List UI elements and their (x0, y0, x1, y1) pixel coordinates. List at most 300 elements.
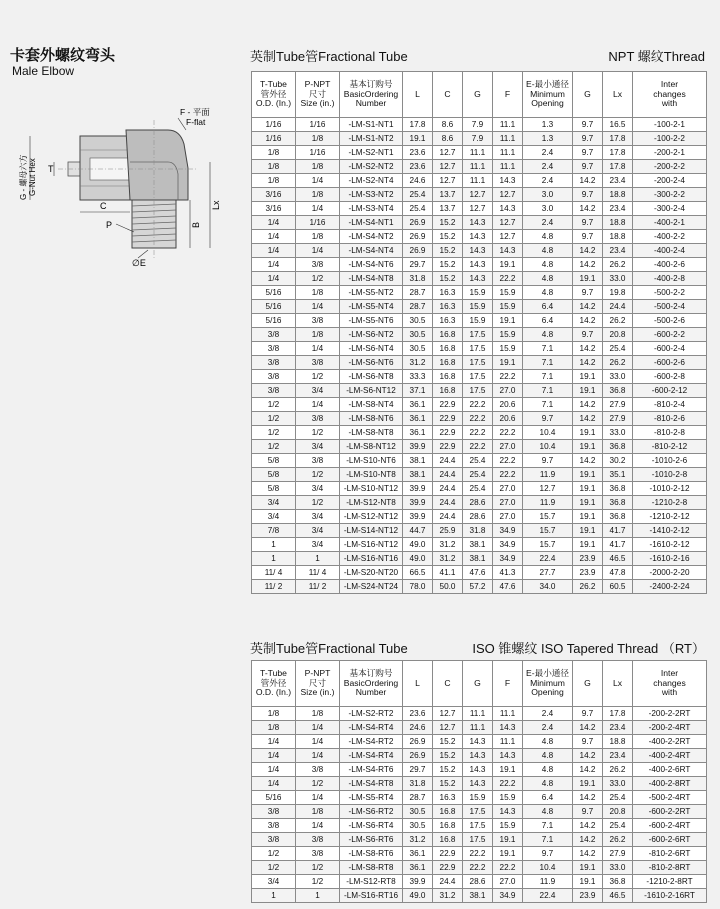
table-cell: 15.7 (523, 524, 573, 538)
table-row (252, 370, 707, 384)
table-cell: 25.4 (603, 791, 633, 805)
table-cell: 25.4 (403, 202, 433, 216)
table-cell: 1/16 (296, 146, 340, 160)
table-cell: 57.2 (463, 580, 493, 594)
label-g-en: G-Nut Hex (28, 158, 37, 196)
table-cell: 19.1 (573, 496, 603, 510)
table-cell: 1/16 (252, 118, 296, 132)
table-row (252, 819, 707, 833)
table-row (252, 174, 707, 188)
column-header (252, 72, 296, 118)
table-cell: 18.8 (603, 735, 633, 749)
table-cell: 17.8 (603, 707, 633, 721)
table-cell: 25.4 (463, 468, 493, 482)
table-cell: -LM-S6-RT6 (340, 833, 403, 847)
table-cell: 27.9 (603, 847, 633, 861)
label-lx: Lx (211, 200, 221, 210)
table-cell: 33.0 (603, 272, 633, 286)
table-row (252, 132, 707, 146)
table-cell: 60.5 (603, 580, 633, 594)
table-cell: 16.8 (433, 819, 463, 833)
table-row (252, 286, 707, 300)
table-cell: -600-2-4 (633, 342, 707, 356)
table-cell: 22.2 (493, 370, 523, 384)
table-cell: 1/8 (252, 707, 296, 721)
table-cell: 1/4 (296, 398, 340, 412)
table-cell: 4.8 (523, 735, 573, 749)
table-row (252, 440, 707, 454)
table-cell: 37.1 (403, 384, 433, 398)
table-cell: 5/8 (252, 468, 296, 482)
table-cell: 39.9 (403, 496, 433, 510)
column-header (296, 72, 340, 118)
table-cell: 5/16 (252, 314, 296, 328)
table-cell: 39.9 (403, 440, 433, 454)
table-cell: 19.1 (573, 524, 603, 538)
table-cell: -LM-S5-NT2 (340, 286, 403, 300)
table-cell: 2.4 (523, 216, 573, 230)
column-header-text: O.D. (In.) (255, 687, 292, 698)
table-cell: 23.4 (603, 174, 633, 188)
table-cell: 28.6 (463, 875, 493, 889)
table-cell: 14.3 (463, 216, 493, 230)
table-cell: 9.7 (523, 454, 573, 468)
table-cell: 15.2 (433, 763, 463, 777)
table-cell: 9.7 (573, 735, 603, 749)
table-cell: 26.9 (403, 735, 433, 749)
label-e: ∅E (132, 258, 146, 268)
table-row (252, 777, 707, 791)
table-cell: -LM-S4-RT6 (340, 763, 403, 777)
column-header-text: Opening (531, 687, 564, 698)
table-header-row (252, 72, 707, 118)
table-cell: 3/4 (296, 538, 340, 552)
table-cell: 3/8 (296, 454, 340, 468)
table-cell: 11.1 (463, 174, 493, 188)
table-cell: -1210-2-8 (633, 496, 707, 510)
table-cell: -400-2-4 (633, 244, 707, 258)
column-header-text: with (661, 687, 678, 698)
table-cell: -300-2-2 (633, 188, 707, 202)
table-cell: 19.1 (403, 132, 433, 146)
table-cell: 14.2 (573, 721, 603, 735)
table-cell: 24.6 (403, 721, 433, 735)
table-cell: 28.7 (403, 300, 433, 314)
table-cell: 31.8 (403, 777, 433, 791)
column-header-text: BasicOrdering (343, 677, 399, 688)
table-cell: 31.8 (403, 272, 433, 286)
table-cell: 14.3 (493, 202, 523, 216)
table-cell: -400-2-6 (633, 258, 707, 272)
table-cell: 22.9 (433, 426, 463, 440)
column-header (340, 661, 403, 707)
column-header (433, 72, 463, 118)
table-cell: 9.7 (573, 118, 603, 132)
table-cell: 38.1 (403, 468, 433, 482)
table-cell: 19.1 (573, 384, 603, 398)
column-header (463, 72, 493, 118)
table-cell: 3/8 (296, 833, 340, 847)
table-body (252, 707, 707, 903)
table-cell: 46.5 (603, 552, 633, 566)
table-cell: -400-2-4RT (633, 749, 707, 763)
label-f-cn: F - 平面 (180, 107, 210, 117)
table-cell: 24.4 (433, 454, 463, 468)
column-header-text: 基本订购号 (349, 668, 393, 679)
table-row (252, 763, 707, 777)
table-cell: 23.4 (603, 749, 633, 763)
table-cell: 10.4 (523, 440, 573, 454)
table-cell: 12.7 (523, 482, 573, 496)
table-cell: 16.8 (433, 833, 463, 847)
table-cell: 4.8 (523, 258, 573, 272)
table-cell: -1610-2-16RT (633, 889, 707, 903)
table-cell: 1/2 (252, 412, 296, 426)
table-cell: 27.0 (493, 510, 523, 524)
table-row (252, 791, 707, 805)
table-cell: 27.0 (493, 440, 523, 454)
table-cell: -600-2-6 (633, 356, 707, 370)
table-cell: 22.2 (463, 440, 493, 454)
table-cell: 31.2 (403, 833, 433, 847)
table-cell: 1/8 (296, 160, 340, 174)
table-row (252, 538, 707, 552)
column-header (523, 661, 573, 707)
table-cell: 1 (296, 552, 340, 566)
table-cell: 22.2 (493, 426, 523, 440)
column-header-text: Opening (531, 98, 564, 109)
table-cell: 2.4 (523, 174, 573, 188)
table-cell: 23.9 (573, 552, 603, 566)
table-cell: 9.7 (573, 188, 603, 202)
table-cell: -600-2-2RT (633, 805, 707, 819)
table-cell: 30.5 (403, 805, 433, 819)
table-cell: 39.9 (403, 875, 433, 889)
table-cell: 14.2 (573, 356, 603, 370)
table-cell: 1/2 (296, 468, 340, 482)
table-cell: 11.1 (463, 707, 493, 721)
table-cell: 6.4 (523, 314, 573, 328)
table-cell: 30.5 (403, 819, 433, 833)
table-cell: 20.6 (493, 398, 523, 412)
column-header (633, 72, 707, 118)
column-header-text: G (584, 677, 591, 688)
table-cell: -1010-2-8 (633, 468, 707, 482)
table-cell: -LM-S12-NT8 (340, 496, 403, 510)
table-cell: 16.8 (433, 356, 463, 370)
table-cell: 30.5 (403, 328, 433, 342)
table-row (252, 721, 707, 735)
table-row (252, 398, 707, 412)
table-cell: 14.2 (573, 763, 603, 777)
table-cell: 11.9 (523, 875, 573, 889)
table-cell: 11.1 (493, 132, 523, 146)
column-header-text: BasicOrdering (343, 88, 399, 99)
table-cell: 7.1 (523, 356, 573, 370)
table-cell: 14.2 (573, 398, 603, 412)
table-cell: 22.4 (523, 552, 573, 566)
label-p: P (106, 220, 113, 230)
table-row (252, 188, 707, 202)
table-cell: 14.2 (573, 244, 603, 258)
table-cell: -LM-S4-RT2 (340, 735, 403, 749)
table-cell: 1/2 (296, 496, 340, 510)
table-cell: 1/16 (296, 216, 340, 230)
column-header-text: Size (in.) (300, 687, 335, 698)
table-cell: 3/4 (296, 440, 340, 454)
table-cell: 14.2 (573, 833, 603, 847)
table-cell: 49.0 (403, 552, 433, 566)
table-cell: 3/8 (296, 412, 340, 426)
table-cell: 14.2 (573, 300, 603, 314)
table-cell: 31.2 (433, 889, 463, 903)
table-cell: 1/4 (252, 272, 296, 286)
column-header-text: C (444, 88, 451, 99)
column-header-text: 尺寸 (308, 88, 327, 99)
table-cell: -LM-S14-NT12 (340, 524, 403, 538)
column-header (603, 661, 633, 707)
table-row (252, 342, 707, 356)
table-cell: 11.1 (493, 707, 523, 721)
table-cell: 33.0 (603, 370, 633, 384)
table-cell: 1/8 (296, 707, 340, 721)
table-cell: -200-2-4 (633, 174, 707, 188)
table-cell: -LM-S12-RT8 (340, 875, 403, 889)
table-cell: 11.1 (493, 118, 523, 132)
table-cell: 23.6 (403, 160, 433, 174)
table-cell: 44.7 (403, 524, 433, 538)
table-cell: 14.3 (493, 721, 523, 735)
table-cell: 38.1 (463, 552, 493, 566)
table-row (252, 524, 707, 538)
table-cell: 19.1 (573, 538, 603, 552)
table-cell: 9.7 (573, 328, 603, 342)
table-cell: 3/8 (252, 819, 296, 833)
table-row (252, 426, 707, 440)
table-cell: 26.2 (603, 356, 633, 370)
table-row (252, 146, 707, 160)
table-cell: -LM-S4-NT1 (340, 216, 403, 230)
table-cell: 7/8 (252, 524, 296, 538)
table-cell: 9.7 (523, 412, 573, 426)
column-header-text: with (661, 98, 678, 109)
table-cell: 19.1 (573, 440, 603, 454)
table-cell: -LM-S6-NT2 (340, 328, 403, 342)
column-header (252, 661, 296, 707)
table-row (252, 566, 707, 580)
column-header (493, 661, 523, 707)
table-cell: 35.1 (603, 468, 633, 482)
table-cell: 14.2 (573, 314, 603, 328)
rt-spec-table (251, 660, 707, 903)
table-cell: 11.1 (463, 160, 493, 174)
table-cell: 8.6 (433, 132, 463, 146)
table-cell: 1/16 (252, 132, 296, 146)
table-cell: 22.9 (433, 412, 463, 426)
table-cell: 24.4 (433, 510, 463, 524)
column-header-text: E-最小通径 (526, 668, 569, 679)
table-cell: 16.8 (433, 370, 463, 384)
table-cell: -500-2-6 (633, 314, 707, 328)
table-cell: 26.2 (603, 314, 633, 328)
table-row (252, 833, 707, 847)
table-cell: 9.7 (573, 216, 603, 230)
table-cell: 12.7 (433, 721, 463, 735)
table-cell: 22.2 (493, 454, 523, 468)
table-cell: 3/8 (296, 763, 340, 777)
table-cell: -LM-S4-NT4 (340, 244, 403, 258)
table-cell: 1/4 (296, 735, 340, 749)
table-cell: 17.5 (463, 328, 493, 342)
table-cell: 11/ 4 (252, 566, 296, 580)
table-cell: 19.1 (493, 833, 523, 847)
table-cell: 15.9 (493, 791, 523, 805)
table-row (252, 861, 707, 875)
table-cell: 11.9 (523, 496, 573, 510)
table-cell: 22.2 (463, 847, 493, 861)
table-cell: -LM-S24-NT24 (340, 580, 403, 594)
table-cell: 26.2 (603, 763, 633, 777)
table-cell: 3/16 (252, 188, 296, 202)
table-cell: 16.8 (433, 328, 463, 342)
table-cell: 22.9 (433, 440, 463, 454)
table-cell: -1210-2-8RT (633, 875, 707, 889)
table-cell: 20.6 (493, 412, 523, 426)
table-cell: 30.2 (603, 454, 633, 468)
table-cell: 28.6 (463, 496, 493, 510)
table-cell: 16.8 (433, 384, 463, 398)
table-cell: 1/2 (252, 847, 296, 861)
table-cell: 27.9 (603, 412, 633, 426)
table-cell: 3/4 (296, 482, 340, 496)
table-cell: -LM-S10-NT8 (340, 468, 403, 482)
table-cell: 15.9 (493, 286, 523, 300)
table-row (252, 356, 707, 370)
table-cell: 14.3 (463, 258, 493, 272)
table-cell: 22.2 (493, 272, 523, 286)
table-cell: -810-2-6 (633, 412, 707, 426)
column-header-text: Inter (660, 668, 679, 679)
table-cell: 22.2 (463, 861, 493, 875)
table-cell: 49.0 (403, 889, 433, 903)
column-header-text: T-Tube (260, 79, 287, 90)
table-cell: 11.1 (463, 721, 493, 735)
table-cell: 7.9 (463, 132, 493, 146)
table-cell: 14.2 (573, 412, 603, 426)
table-cell: 14.2 (573, 202, 603, 216)
table-cell: 14.3 (463, 763, 493, 777)
table-cell: 2.4 (523, 146, 573, 160)
table-cell: 1/4 (252, 777, 296, 791)
column-header-text: changes (653, 677, 686, 688)
table-cell: 3/8 (252, 805, 296, 819)
table-cell: -LM-S8-RT6 (340, 847, 403, 861)
table-cell: -LM-S4-RT8 (340, 777, 403, 791)
table-cell: 15.9 (463, 300, 493, 314)
table-cell: -1010-2-12 (633, 482, 707, 496)
table-cell: 28.7 (403, 286, 433, 300)
table-cell: 34.9 (493, 889, 523, 903)
table-cell: -LM-S6-NT4 (340, 342, 403, 356)
table-cell: 7.1 (523, 342, 573, 356)
table-cell: 5/8 (252, 454, 296, 468)
table-cell: -LM-S4-NT2 (340, 230, 403, 244)
table-cell: 15.9 (493, 342, 523, 356)
table-cell: 1.3 (523, 118, 573, 132)
table-cell: 31.2 (433, 552, 463, 566)
table-cell: 1/4 (296, 342, 340, 356)
table-cell: 4.8 (523, 230, 573, 244)
table-cell: 27.7 (523, 566, 573, 580)
column-header-text: Lx (612, 677, 623, 688)
table-cell: -LM-S6-RT4 (340, 819, 403, 833)
column-header (403, 661, 433, 707)
table-cell: 3/16 (252, 202, 296, 216)
table-cell: 25.4 (603, 342, 633, 356)
table-cell: 15.9 (463, 286, 493, 300)
table-row (252, 412, 707, 426)
table-row (252, 735, 707, 749)
table-cell: 5/16 (252, 286, 296, 300)
table-cell: -LM-S5-NT6 (340, 314, 403, 328)
table-row (252, 454, 707, 468)
table-cell: -810-2-8RT (633, 861, 707, 875)
table-cell: 3/8 (252, 342, 296, 356)
table-cell: 11/ 4 (296, 566, 340, 580)
table-cell: 1/4 (296, 819, 340, 833)
table-cell: 24.4 (433, 496, 463, 510)
table-cell: 1/4 (252, 258, 296, 272)
table-cell: -600-2-2 (633, 328, 707, 342)
table-cell: 19.1 (573, 468, 603, 482)
table-cell: 36.1 (403, 861, 433, 875)
column-header-text: Minimum (530, 88, 565, 99)
table-cell: 33.0 (603, 777, 633, 791)
table-cell: 9.7 (523, 847, 573, 861)
table-cell: 26.2 (603, 258, 633, 272)
table-cell: 19.1 (493, 258, 523, 272)
column-header-text: F (504, 88, 511, 99)
table-cell: 1/2 (296, 861, 340, 875)
table-cell: 9.7 (573, 230, 603, 244)
table-cell: 1/4 (252, 763, 296, 777)
table-cell: 1 (296, 889, 340, 903)
table-cell: 12.7 (463, 188, 493, 202)
table-cell: 11/ 2 (252, 580, 296, 594)
table-cell: 4.8 (523, 777, 573, 791)
table-row (252, 847, 707, 861)
table-cell: -LM-S8-NT6 (340, 412, 403, 426)
table-cell: 14.2 (573, 847, 603, 861)
column-header-text: Size (in.) (300, 98, 335, 109)
table-cell: 17.5 (463, 370, 493, 384)
table-cell: -LM-S6-NT8 (340, 370, 403, 384)
table-cell: -LM-S3-NT4 (340, 202, 403, 216)
table-cell: -LM-S1-NT1 (340, 118, 403, 132)
column-header-text: L (415, 88, 420, 99)
table-cell: 3/8 (296, 258, 340, 272)
table-cell: 19.1 (573, 777, 603, 791)
table-row (252, 468, 707, 482)
table-cell: 17.8 (603, 146, 633, 160)
table-cell: 14.2 (573, 454, 603, 468)
table-cell: 41.7 (603, 524, 633, 538)
column-header-text: 管外径 (260, 88, 287, 99)
label-g-cn: G - 螺母六方 (19, 154, 28, 200)
table-cell: -LM-S2-NT1 (340, 146, 403, 160)
table-cell: -600-2-8 (633, 370, 707, 384)
table-row (252, 118, 707, 132)
